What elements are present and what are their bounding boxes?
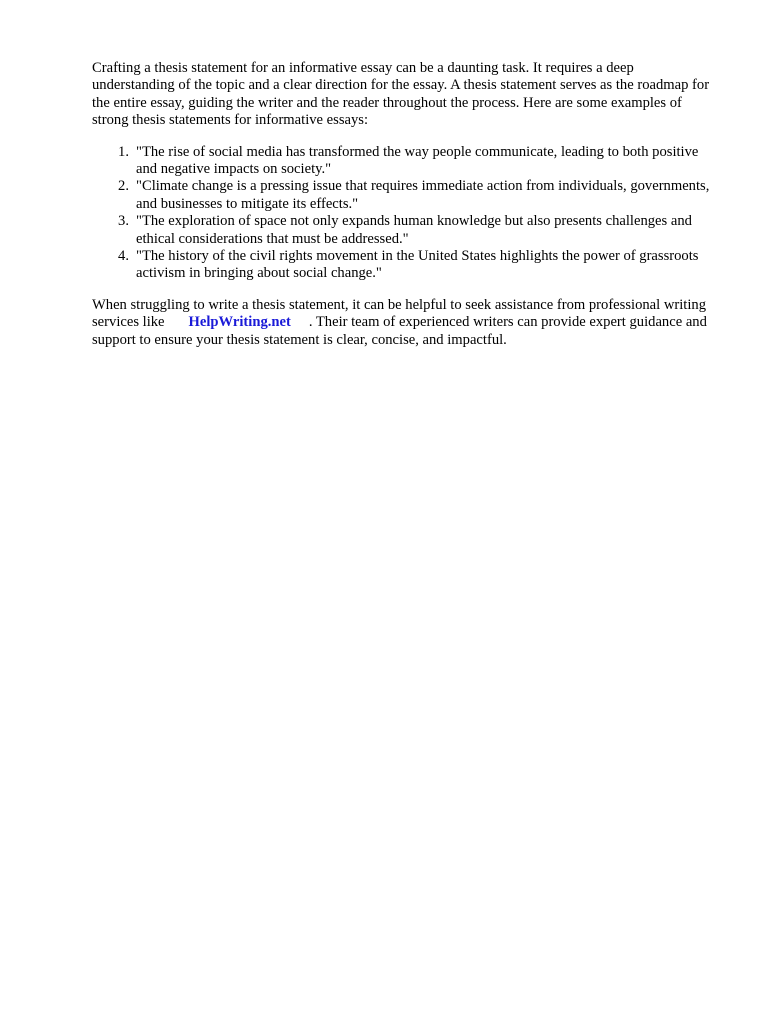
- list-item-number: 4.: [118, 248, 129, 265]
- list-item-text: "Climate change is a pressing issue that requires immediate action from individuals, governments, and businesses to mitigate its effects.": [136, 178, 710, 212]
- list-item: [92, 248, 712, 283]
- list-item-text: "The rise of social media has transformed the way people communicate, leading to both positive and negative impacts on society.": [136, 143, 699, 178]
- list-item-number: 3.: [118, 213, 129, 230]
- helpwriting-link[interactable]: HelpWriting.net: [188, 314, 291, 331]
- list-item-number: 1.: [118, 143, 129, 160]
- list-item: [92, 144, 712, 179]
- examples-list: [92, 144, 712, 283]
- list-item-text: "The exploration of space not only expands human knowledge but also presents challenges and ethical considerations that must be addressed.": [136, 213, 692, 247]
- intro-paragraph: Crafting a thesis statement for an informative essay can be a daunting task. It requires a deep understanding of the topic and a clear direction for the essay. A thesis statement serves as the roadmap for the entire essay, guiding the writer and the reader throughout the process. Here are some examples of strong thesis statements for informative essays:: [92, 60, 710, 129]
- closing-paragraph: [92, 297, 712, 349]
- list-item: [92, 178, 712, 213]
- list-item-number: 2.: [118, 178, 129, 195]
- closing-text-before-link: When struggling to write a thesis statement, it can be helpful to seek assistance from professional writing services like: [92, 296, 706, 331]
- document-page: [92, 60, 712, 349]
- closing-text-after-link: . Their team of experienced writers can provide expert guidance and support to ensure your thesis statement is clear, concise, and impactful.: [92, 314, 707, 348]
- list-item-text: "The history of the civil rights movement in the United States highlights the power of grassroots activism in bringing about social change.": [136, 248, 699, 282]
- list-item: [92, 213, 712, 248]
